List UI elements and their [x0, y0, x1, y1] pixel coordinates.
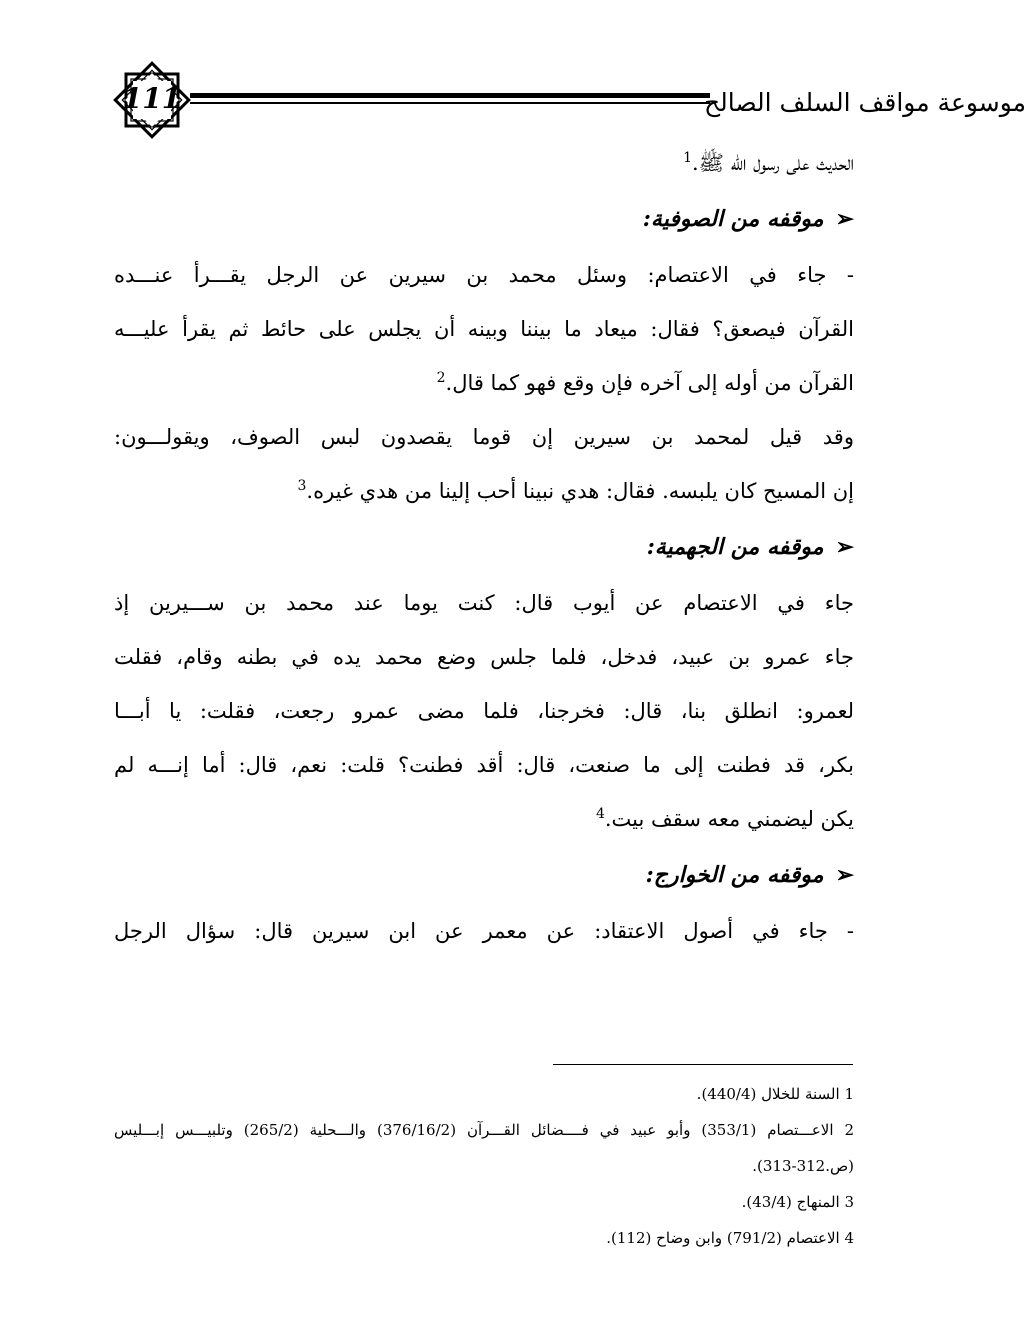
text-span: يكن ليضمني معه سقف بيت. [604, 807, 854, 831]
main-text [114, 136, 854, 958]
page-number: 111 [122, 82, 182, 115]
footnote-ref: 3 [297, 478, 307, 494]
page-header [112, 60, 1026, 145]
arrowhead-icon: ➢ [835, 206, 854, 232]
footnote-2-continued: (ص.312-313). [752, 1157, 854, 1175]
text-line: وقد قيل لمحمد بن سيرين إن قوما يقصدون لبس الصوف، ويقولـــون: [114, 425, 854, 449]
section-heading-khawarij [114, 846, 854, 904]
text-line: - جاء في الاعتصام: وسئل محمد بن سيرين عن الرجل يقـــرأ عنـــده [114, 263, 854, 287]
footnote-1: 1 السنة للخلال (440/4). [696, 1085, 854, 1103]
series-title: موسوعة مواقف السلف الصالح [704, 88, 1026, 117]
header-rule [190, 93, 710, 107]
arrowhead-icon: ➢ [835, 534, 854, 560]
header-rule-thin [190, 102, 710, 104]
text-span: القرآن من أوله إلى آخره فإن وقع فهو كما قال. [445, 371, 854, 395]
text-span: الحديث على رسول الله ﷺ. [691, 151, 854, 175]
footnote-ref: 4 [595, 806, 605, 822]
header-rule-thick [190, 93, 710, 98]
text-line [114, 792, 854, 846]
footnote-separator [553, 1064, 853, 1065]
heading-text: موقفه من الصوفية: [642, 206, 824, 232]
section-heading-jahmiyya [114, 518, 854, 576]
footnotes [114, 1076, 854, 1256]
heading-text: موقفه من الخوارج: [645, 862, 824, 888]
text-line [114, 136, 854, 190]
arrowhead-icon: ➢ [835, 862, 854, 888]
footnote-ref: 2 [436, 370, 446, 386]
text-line: القرآن فيصعق؟ فقال: ميعاد ما بيننا وبينه أن يجلس على حائط ثم يقرأ عليـــه [114, 317, 854, 341]
footnote-ref: 1 [683, 150, 692, 166]
text-line [114, 464, 854, 518]
footnote-3: 3 المنهاج (43/4). [741, 1193, 854, 1211]
section-heading-sufism [114, 190, 854, 248]
text-span: إن المسيح كان يلبسه. فقال: هدي نبينا أحب إلينا من هدي غيره. [306, 479, 854, 503]
page-number-badge [112, 60, 192, 140]
footnote-2: 2 الاعـــتصام (353/1) وأبو عبيد في فــــضائل القـــرآن (376/16/2) والـــحلية (265/2) وتلبيـــس إبـــليس [114, 1121, 855, 1139]
text-line [114, 356, 854, 410]
text-line: جاء في الاعتصام عن أيوب قال: كنت يوما عند محمد بن ســـيرين إذ [114, 591, 854, 615]
text-line: بكر، قد فطنت إلى ما صنعت، قال: أقد فطنت؟ قلت: نعم، قال: أما إنـــه لم [114, 753, 854, 777]
footnote-4: 4 الاعتصام (791/2) وابن وضاح (112). [606, 1229, 854, 1247]
heading-text: موقفه من الجهمية: [646, 534, 824, 560]
text-line: جاء عمرو بن عبيد، فدخل، فلما جلس وضع محمد يده في بطنه وقام، فقلت [114, 645, 854, 669]
text-line: - جاء في أصول الاعتقاد: عن معمر عن ابن سيرين قال: سؤال الرجل [114, 919, 854, 943]
text-line: لعمرو: انطلق بنا، قال: فخرجنا، فلما مضى عمرو رجعت، فقلت: يا أبـــا [114, 699, 854, 723]
